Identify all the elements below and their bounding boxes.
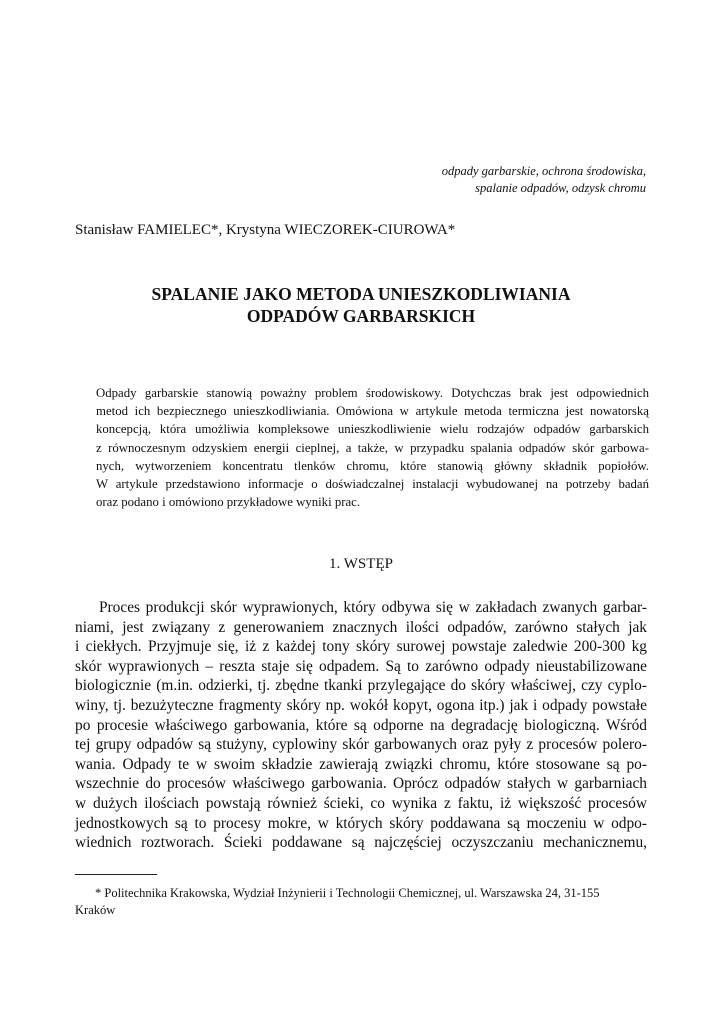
body-line: jednostkowych są to procesy mokre, w których skóry poddawana są moczeniu w odpo-: [75, 814, 647, 832]
keywords-line: spalanie odpadów, odzysk chromu: [475, 181, 646, 195]
body-line: i ciekłych. Przyjmuje się, iż z każdej tony skóry surowej powstaje zaledwie 200-300 kg: [75, 638, 647, 656]
abstract-line: W artykule przedstawiono informacje o doświadczalnej instalacji wybudowanej na potrzeby badań: [96, 477, 649, 492]
title-line: SPALANIE JAKO METODA UNIESZKODLIWIANIA: [151, 284, 571, 304]
title-line: ODPADÓW GARBARSKICH: [246, 306, 476, 326]
abstract-line: metod ich bezpiecznego unieszkodliwiania. Omówiona w artykule metoda termiczna jest nowatorską: [96, 404, 649, 419]
keywords: [300, 163, 646, 197]
abstract-line: koncepcją, która umożliwia kompleksowe unieszkodliwienie wielu rodzajów odpadów garbarskich: [96, 422, 649, 437]
abstract-line: Odpady garbarskie stanowią poważny problem środowiskowy. Dotychczas brak jest odpowiednich: [96, 386, 649, 400]
footnote-line: * Politechnika Krakowska, Wydział Inżynierii i Technologii Chemicznej, ul. Warszawska 24, 31-155: [95, 886, 600, 900]
body-line: skór wyprawionych – reszta staje się odpadem. Są to zarówno odpady nieustabilizowane: [75, 657, 647, 675]
abstract-line: oraz podano i omówiono przykładowe wyniki prac.: [96, 495, 361, 510]
abstract-line: z równoczesnym odzyskiem energii cieplnej, a także, w przypadku spalania odpadów skór garbowa-: [96, 440, 649, 455]
body-line: Proces produkcji skór wyprawionych, który odbywa się w zakładach zwanych garbar-: [99, 599, 647, 616]
body-line: wszechnie do procesów właściwego garbowania. Oprócz odpadów stałych w garbarniach: [75, 775, 647, 793]
footnote: [75, 885, 647, 919]
abstract-line: nych, wytworzeniem koncentratu tlenków chromu, które stanowią główny składnik popiołów.: [96, 458, 649, 473]
footnote-line: Kraków: [75, 903, 116, 917]
body-line: wania. Odpady te w swoim składzie zawierają związki chromu, które stosowane są po-: [75, 755, 647, 773]
abstract: [96, 384, 649, 511]
body-line: tej grupy odpadów są stużyny, cyplowiny skór garbowanych oraz pyły z procesów polero-: [75, 736, 647, 754]
body-line: winy, tj. bezużyteczne fragmenty skóry np. wokół kopyt, ogona itp.) jak i odpady powstałe: [75, 696, 647, 714]
keywords-line: odpady garbarskie, ochrona środowiska,: [441, 164, 646, 178]
footnote-divider: [75, 874, 157, 875]
body-line: po procesie właściwego garbowania, które są odporne na degradację biologiczną. Wśród: [75, 716, 647, 734]
section-heading: 1. WSTĘP: [329, 556, 393, 572]
authors-line: Stanisław FAMIELEC*, Krystyna WIECZOREK-CIUROWA*: [75, 222, 456, 238]
body-line: niami, jest związany z generowaniem znacznych ilości odpadów, zarówno stałych jak: [75, 618, 647, 636]
body-line: wiednich roztworach. Ścieki poddawane są najczęściej oczyszczaniu mechanicznemu,: [75, 834, 647, 852]
body-paragraph: [75, 598, 647, 853]
article-title: [75, 283, 647, 327]
body-line: w dużych ilościach powstają również ścieki, co wynika z faktu, iż większość procesów: [75, 794, 647, 812]
body-line: biologicznie (m.in. odzierki, tj. zbędne tkanki przylegające do skóry właściwej, czy cyplo-: [75, 677, 647, 695]
